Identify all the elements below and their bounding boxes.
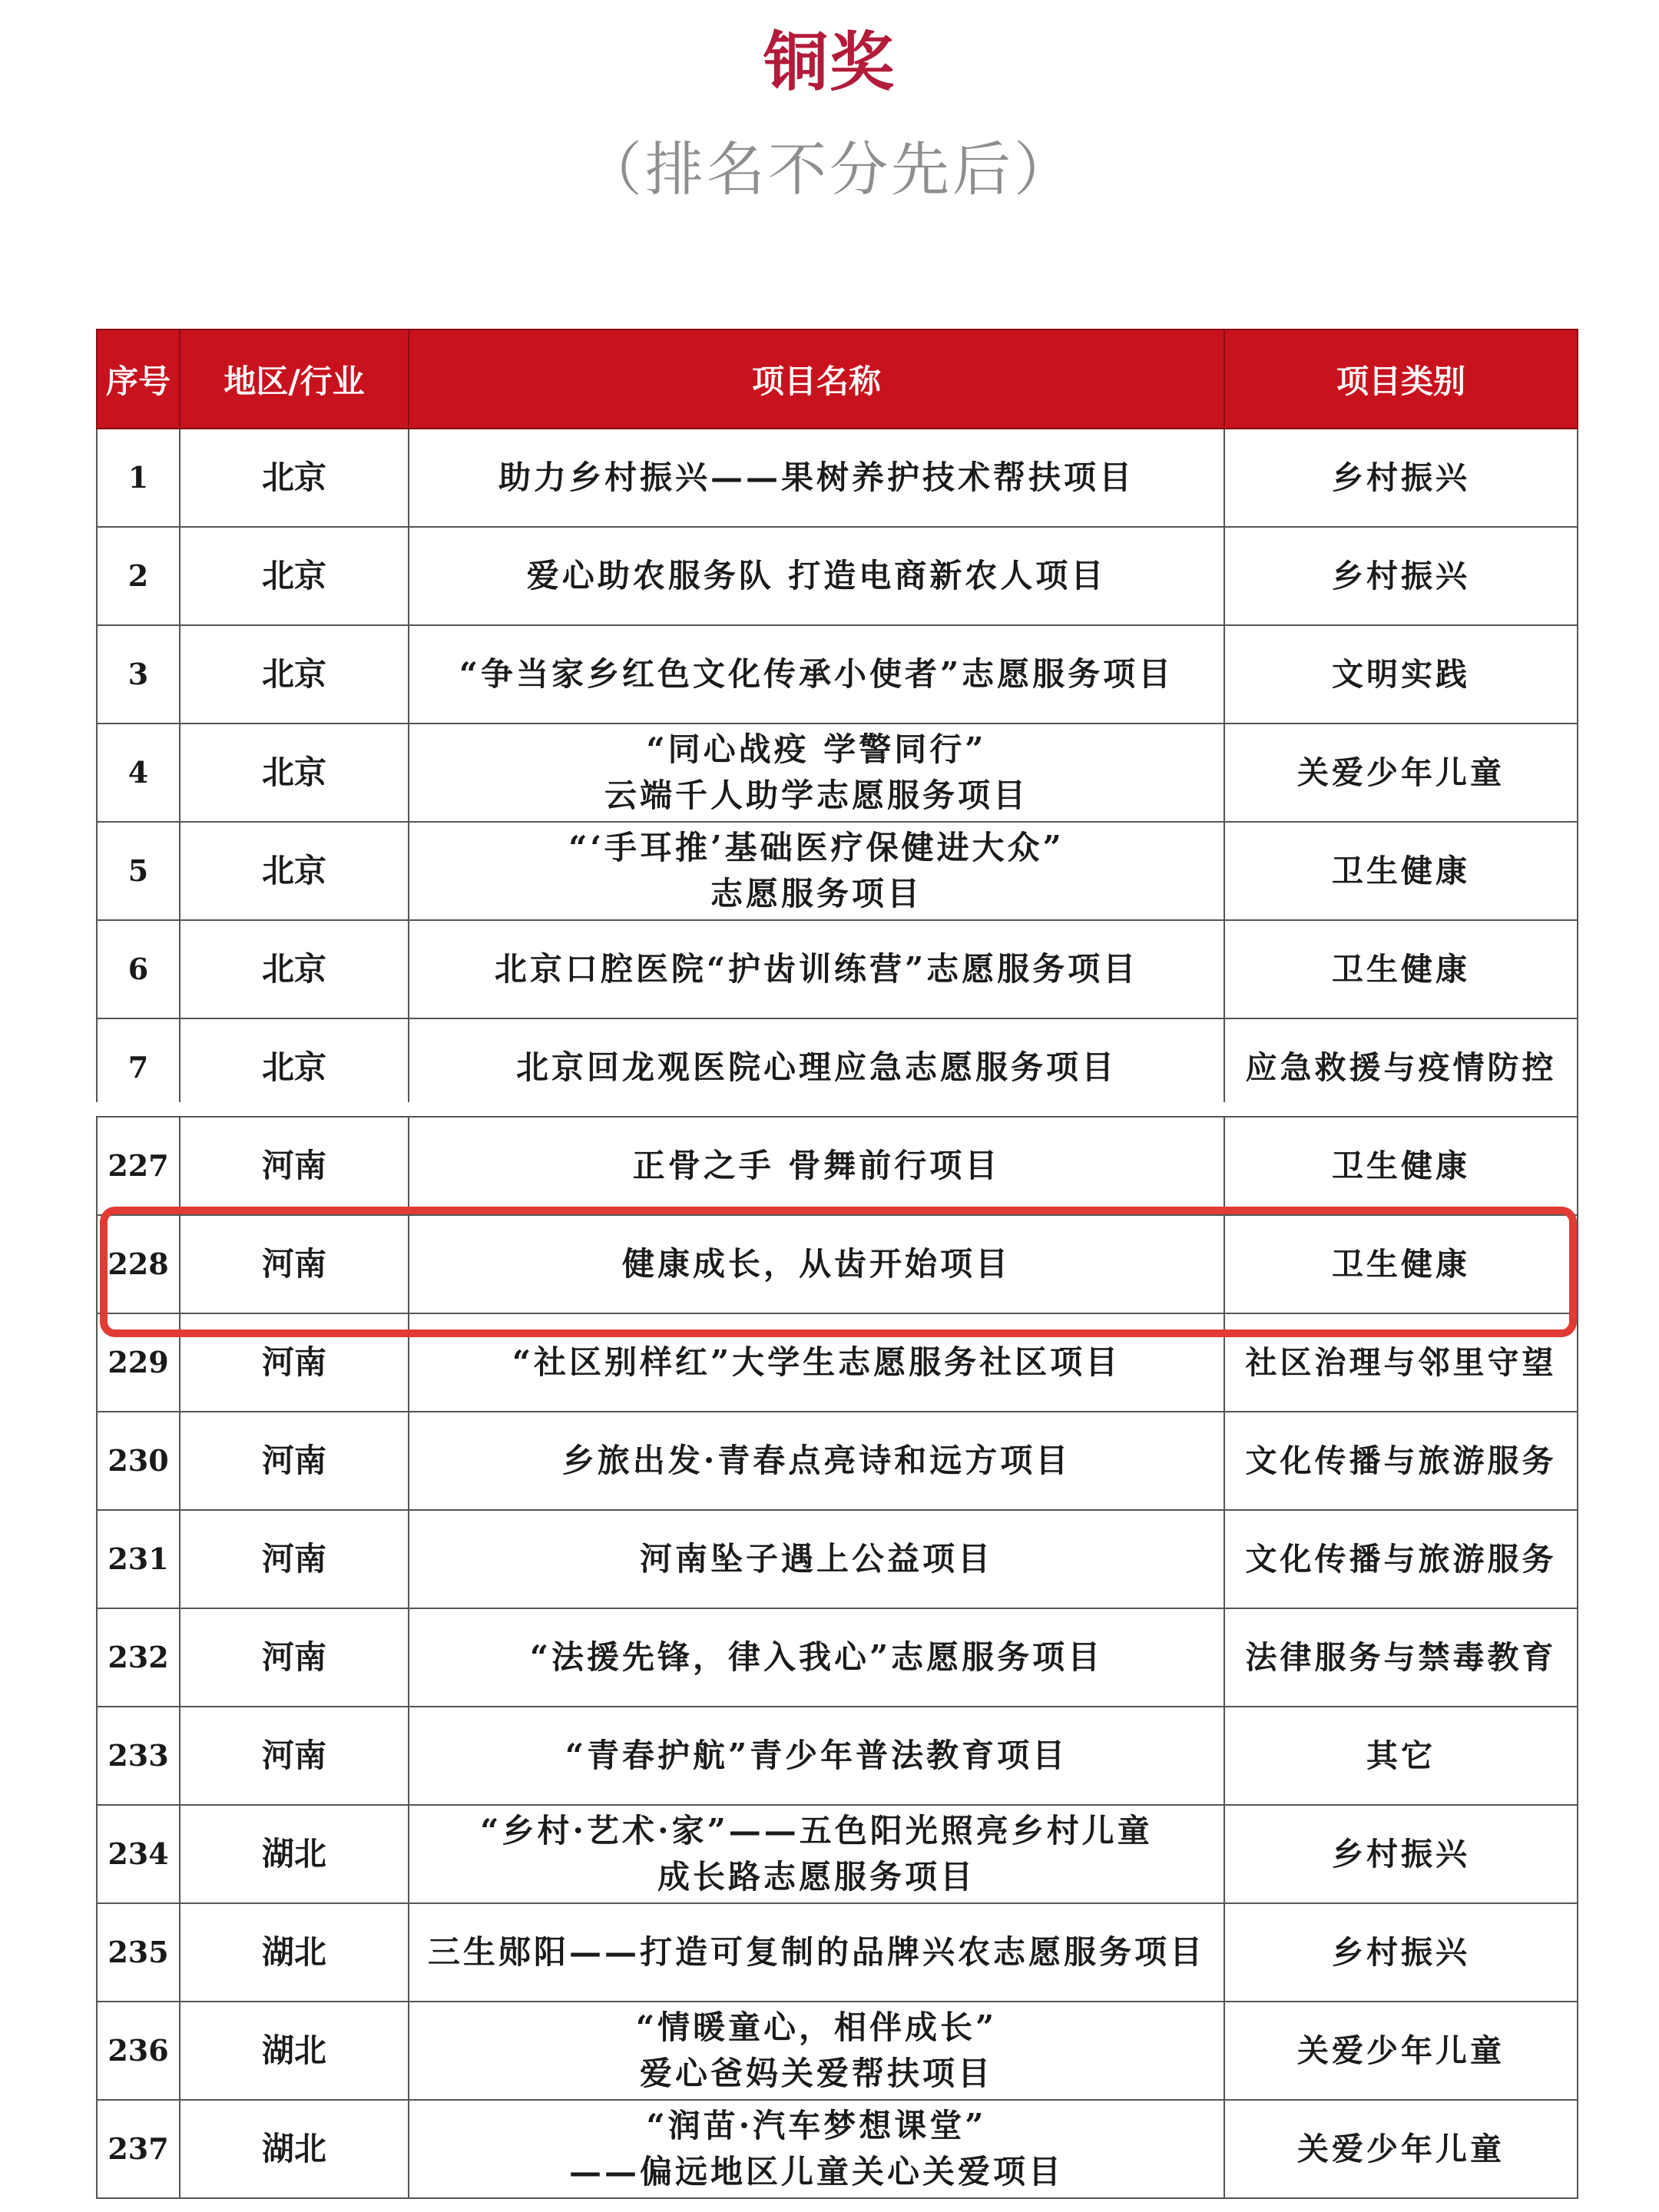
project-name-line-2: 成长路志愿服务项目 [657, 1858, 975, 1896]
project-name-line-2: 爱心爸妈关爱帮扶项目 [639, 2055, 993, 2092]
cell-project-name: 北京口腔医院“护齿训练营”志愿服务项目 [409, 920, 1224, 1018]
cell-index: 1 [97, 429, 180, 527]
cell-category: 文明实践 [1224, 625, 1578, 724]
cell-region: 湖北 [180, 1805, 409, 1903]
cell-index: 7 [97, 1018, 180, 1117]
table-row [97, 822, 1578, 920]
cell-project-name: 健康成长，从齿开始项目 [409, 1215, 1224, 1313]
cell-region: 北京 [180, 1018, 409, 1117]
cell-category: 卫生健康 [1224, 1215, 1578, 1313]
cell-index: 228 [97, 1215, 180, 1313]
cell-project-name: 三生郧阳——打造可复制的品牌兴农志愿服务项目 [409, 1903, 1224, 2002]
cell-index: 5 [97, 822, 180, 920]
cell-project-name: 爱心助农服务队 打造电商新农人项目 [409, 527, 1224, 625]
cell-category: 应急救援与疫情防控 [1224, 1018, 1578, 1117]
cell-region: 湖北 [180, 2002, 409, 2100]
cell-region: 湖北 [180, 1903, 409, 2002]
cell-region: 河南 [180, 1510, 409, 1608]
cell-project-name: 河南坠子遇上公益项目 [409, 1510, 1224, 1608]
project-name-line-1: “同心战疫 学警同行” [646, 730, 987, 768]
cell-project-name: 正骨之手 骨舞前行项目 [409, 1117, 1224, 1215]
cell-category: 卫生健康 [1224, 822, 1578, 920]
cell-project-name [409, 1805, 1224, 1903]
header-index: 序号 [97, 329, 180, 429]
cell-region: 河南 [180, 1117, 409, 1215]
highlight-box [100, 1207, 1577, 1337]
table-row [97, 2002, 1578, 2100]
cell-region: 北京 [180, 527, 409, 625]
cell-index: 2 [97, 527, 180, 625]
cell-category: 关爱少年儿童 [1224, 2002, 1578, 2100]
table-header-row [97, 329, 1578, 429]
cell-region: 河南 [180, 1707, 409, 1805]
cell-project-name: “法援先锋，律入我心”志愿服务项目 [409, 1608, 1224, 1707]
cell-index: 235 [97, 1903, 180, 2002]
cell-project-name: “青春护航”青少年普法教育项目 [409, 1707, 1224, 1805]
cell-project-name: 乡旅出发·青春点亮诗和远方项目 [409, 1412, 1224, 1510]
cell-category: 社区治理与邻里守望 [1224, 1313, 1578, 1412]
cell-category: 关爱少年儿童 [1224, 2100, 1578, 2198]
cell-region: 湖北 [180, 2100, 409, 2198]
table-row [97, 1903, 1578, 2002]
cell-region: 河南 [180, 1608, 409, 1707]
table-row [97, 625, 1578, 724]
award-table-top [96, 329, 1578, 1118]
table-row [97, 1510, 1578, 1608]
project-name-line-1: “润苗·汽车梦想课堂” [646, 2107, 987, 2144]
cell-index: 229 [97, 1313, 180, 1412]
project-name-line-1: “乡村·艺术·家”——五色阳光照亮乡村儿童 [480, 1812, 1153, 1849]
table-row [97, 527, 1578, 625]
header-project-name: 项目名称 [409, 329, 1224, 429]
table-row [97, 920, 1578, 1018]
cell-project-name: “争当家乡红色文化传承小使者”志愿服务项目 [409, 625, 1224, 724]
table-row [97, 1412, 1578, 1510]
cell-project-name [409, 2100, 1224, 2198]
cell-category: 关爱少年儿童 [1224, 724, 1578, 822]
table-row [97, 429, 1578, 527]
cell-region: 北京 [180, 724, 409, 822]
cell-category: 文化传播与旅游服务 [1224, 1412, 1578, 1510]
cell-category: 卫生健康 [1224, 920, 1578, 1018]
table-row [97, 2100, 1578, 2198]
cell-project-name: 北京回龙观医院心理应急志愿服务项目 [409, 1018, 1224, 1117]
cell-region: 河南 [180, 1215, 409, 1313]
cell-index: 6 [97, 920, 180, 1018]
cell-index: 233 [97, 1707, 180, 1805]
table-row [97, 1805, 1578, 1903]
project-name-line-1: “情暖童心，相伴成长” [635, 2008, 998, 2046]
cell-index: 230 [97, 1412, 180, 1510]
table-row [97, 1117, 1578, 1215]
table-row [97, 1608, 1578, 1707]
cell-project-name [409, 2002, 1224, 2100]
cell-project-name: “社区别样红”大学生志愿服务社区项目 [409, 1313, 1224, 1412]
table-row [97, 1707, 1578, 1805]
screenshot-seam [96, 1102, 1577, 1116]
page-subtitle: （排名不分先后） [584, 135, 1075, 204]
project-name-line-2: 志愿服务项目 [710, 875, 922, 912]
cell-category: 法律服务与禁毒教育 [1224, 1608, 1578, 1707]
cell-category: 乡村振兴 [1224, 1903, 1578, 2002]
cell-index: 232 [97, 1608, 180, 1707]
project-name-line-2: ——偏远地区儿童关心关爱项目 [568, 2153, 1064, 2190]
cell-category: 卫生健康 [1224, 1117, 1578, 1215]
cell-region: 北京 [180, 625, 409, 724]
cell-project-name: 助力乡村振兴——果树养护技术帮扶项目 [409, 429, 1224, 527]
cell-index: 236 [97, 2002, 180, 2100]
table-body-top [97, 429, 1578, 1117]
cell-region: 北京 [180, 822, 409, 920]
cell-index: 227 [97, 1117, 180, 1215]
cell-index: 237 [97, 2100, 180, 2198]
cell-category: 乡村振兴 [1224, 1805, 1578, 1903]
header-category: 项目类别 [1224, 329, 1578, 429]
cell-category: 其它 [1224, 1707, 1578, 1805]
cell-region: 河南 [180, 1313, 409, 1412]
cell-category: 文化传播与旅游服务 [1224, 1510, 1578, 1608]
cell-index: 234 [97, 1805, 180, 1903]
header-region: 地区/行业 [180, 329, 409, 429]
cell-category: 乡村振兴 [1224, 429, 1578, 527]
cell-index: 3 [97, 625, 180, 724]
cell-index: 4 [97, 724, 180, 822]
table-row [97, 724, 1578, 822]
cell-project-name [409, 724, 1224, 822]
project-name-line-1: “‘手耳推’基础医疗保健进大众” [568, 829, 1065, 866]
page-title: 铜奖 [763, 25, 896, 100]
cell-region: 北京 [180, 920, 409, 1018]
cell-project-name [409, 822, 1224, 920]
cell-region: 北京 [180, 429, 409, 527]
project-name-line-2: 云端千人助学志愿服务项目 [604, 777, 1028, 814]
cell-category: 乡村振兴 [1224, 527, 1578, 625]
cell-region: 河南 [180, 1412, 409, 1510]
cell-index: 231 [97, 1510, 180, 1608]
